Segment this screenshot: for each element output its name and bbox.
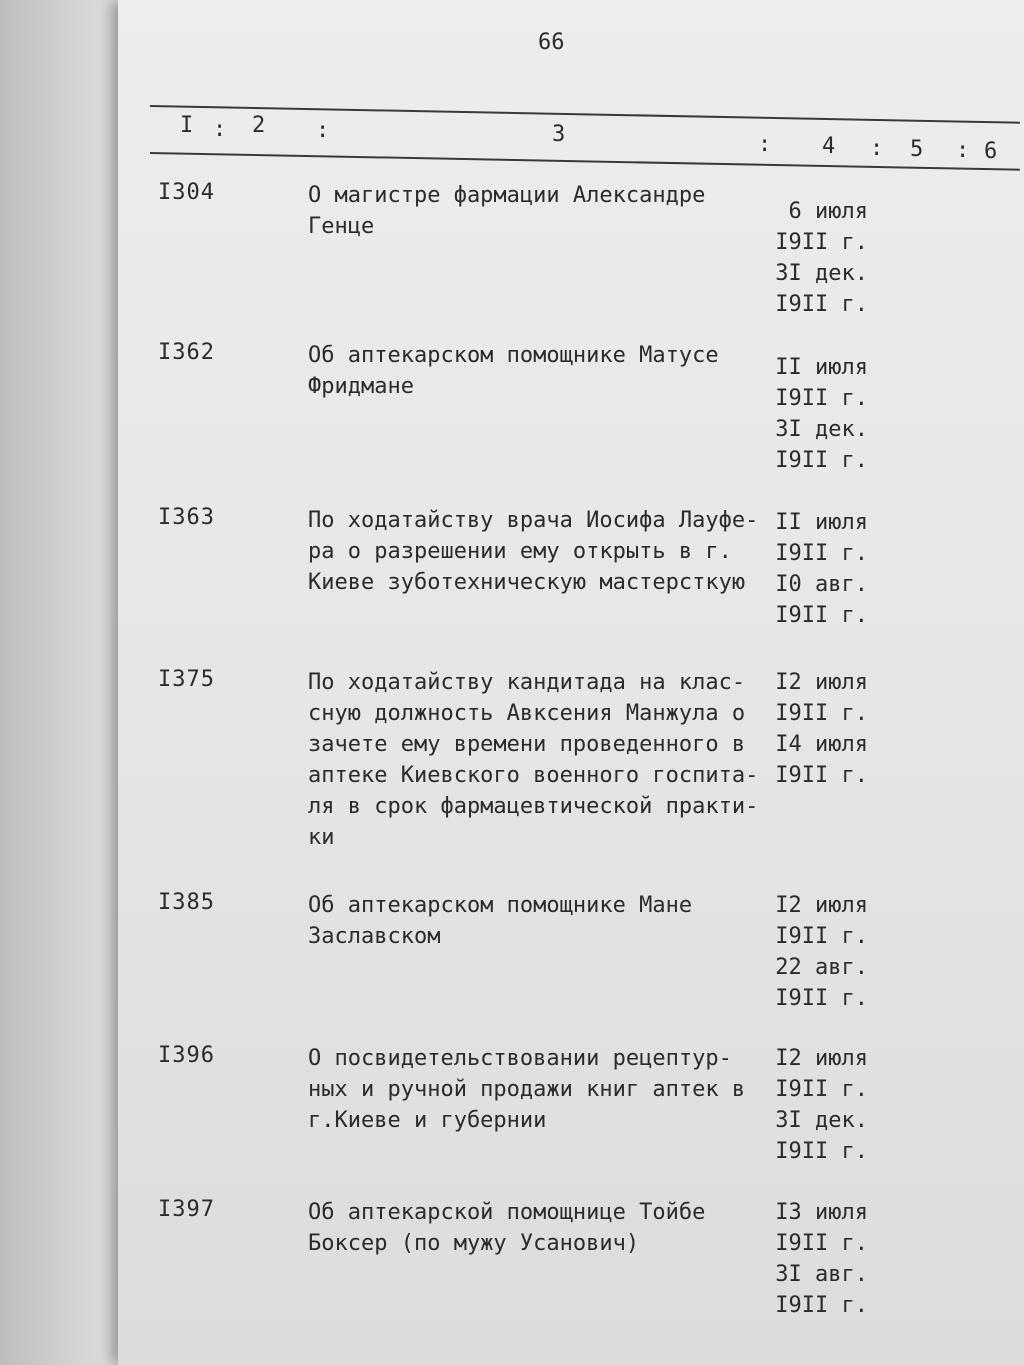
file-description: Об аптекарском помощнике Мане Заславском: [308, 893, 693, 949]
end-year: I9II г.: [775, 292, 868, 317]
column-header-6: 6: [984, 139, 998, 164]
start-year: I9II г.: [775, 924, 868, 949]
header-bottom-rule: [150, 152, 1020, 171]
end-date: 3I дек.: [775, 261, 868, 286]
end-year: I9II г.: [775, 986, 868, 1011]
file-description: О посвидетельствовании рецептур- ных и ручной продажи книг аптек в г.Киеве и губернии: [308, 1046, 746, 1133]
column-header-3: 3: [552, 122, 566, 147]
file-dates: [758, 1197, 868, 1321]
file-number: I362: [158, 340, 215, 365]
end-year: I9II г.: [775, 448, 868, 473]
start-year: I9II г.: [775, 386, 868, 411]
column-separator: :: [316, 118, 330, 143]
file-number: I304: [158, 180, 215, 205]
start-year: I9II г.: [775, 541, 868, 566]
column-header-4: 4: [822, 134, 836, 159]
start-date: I2 июля: [775, 1046, 868, 1071]
file-number: I397: [158, 1197, 215, 1222]
start-year: I9II г.: [775, 701, 868, 726]
file-dates: [758, 352, 868, 476]
start-date: II июля: [775, 510, 868, 535]
page-number: 66: [538, 30, 565, 55]
column-separator: :: [758, 132, 772, 157]
file-description: О магистре фармации Александре Генце: [308, 183, 706, 239]
start-date: 6 июля: [788, 199, 868, 224]
start-date: I2 июля: [775, 893, 868, 918]
column-header-1: I: [180, 113, 194, 138]
file-number: I363: [158, 505, 215, 530]
file-dates: [758, 507, 868, 631]
file-number: I375: [158, 667, 215, 692]
column-header-5: 5: [910, 137, 924, 162]
file-description: Об аптекарском помощнике Матусе Фридмане: [308, 343, 719, 399]
start-date: I2 июля: [775, 670, 868, 695]
file-description: По ходатайству кандитада на клас- сную должность Авксения Манжула о зачете ему времени проведенного в аптеке Киевского военного госпита- ля в срок фармацевтической практи- ки: [308, 670, 759, 850]
column-separator: :: [956, 138, 970, 163]
end-year: I9II г.: [775, 763, 868, 788]
start-year: I9II г.: [775, 1077, 868, 1102]
start-date: II июля: [775, 355, 868, 380]
file-description: Об аптекарской помощнице Тойбе Боксер (по мужу Усанович): [308, 1200, 706, 1256]
end-date: I4 июля: [775, 732, 868, 757]
file-dates: [758, 667, 868, 791]
end-year: I9II г.: [775, 1139, 868, 1164]
file-dates: [758, 196, 868, 320]
column-separator: :: [213, 117, 227, 142]
end-date: I0 авг.: [775, 572, 868, 597]
end-date: 3I авг.: [775, 1262, 868, 1287]
column-separator: :: [870, 136, 884, 161]
start-year: I9II г.: [775, 230, 868, 255]
file-description: По ходатайству врача Иосифа Лауфе- ра о разрешении ему открыть в г. Киеве зуботехническую мастерсткую: [308, 508, 759, 595]
end-date: 22 авг.: [775, 955, 868, 980]
document-page: [118, 0, 1024, 1365]
column-header-2: 2: [252, 113, 266, 138]
header-top-rule: [150, 105, 1020, 124]
start-year: I9II г.: [775, 1231, 868, 1256]
file-dates: [758, 1043, 868, 1167]
end-year: I9II г.: [775, 603, 868, 628]
file-number: I396: [158, 1043, 215, 1068]
file-number: I385: [158, 890, 215, 915]
end-date: 3I дек.: [775, 417, 868, 442]
start-date: I3 июля: [775, 1200, 868, 1225]
end-date: 3I дек.: [775, 1108, 868, 1133]
file-dates: [758, 890, 868, 1014]
end-year: I9II г.: [775, 1293, 868, 1318]
